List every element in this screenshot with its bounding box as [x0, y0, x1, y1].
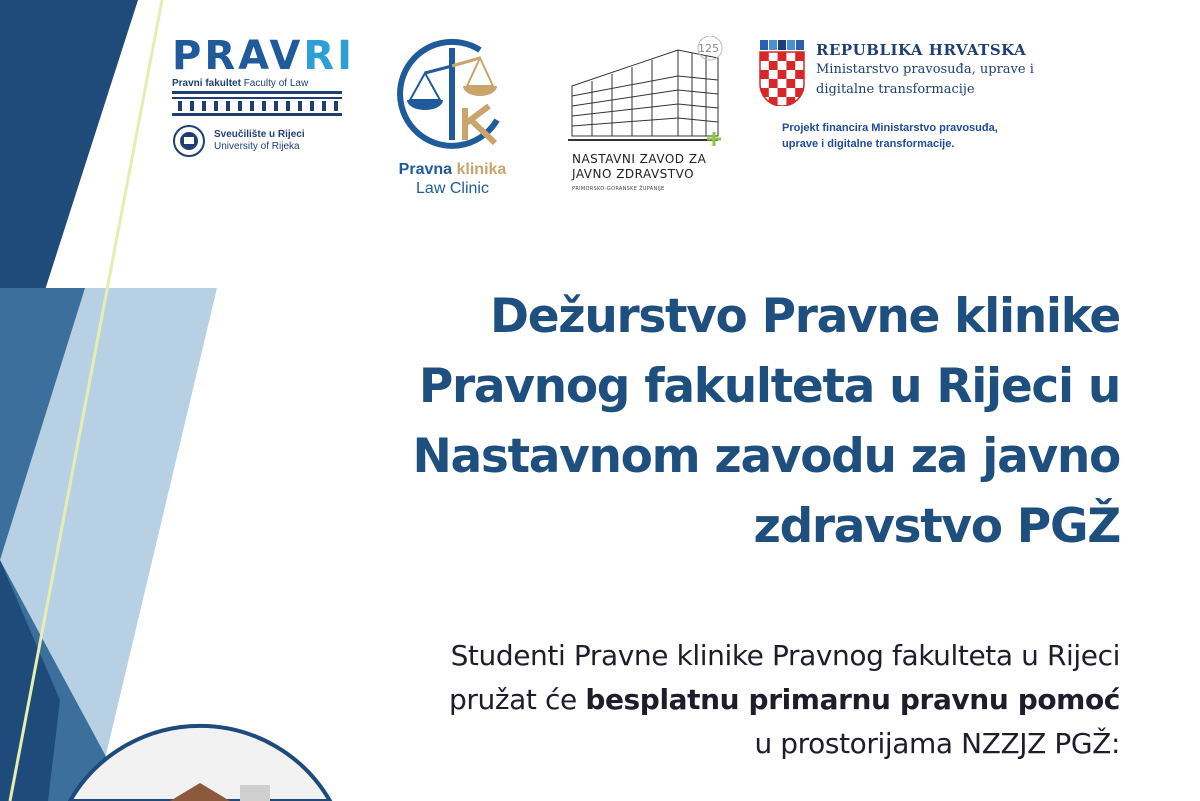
announcement-line2 — [300, 678, 1120, 722]
nzzjz-line2: JAVNO ZDRAVSTVO — [572, 167, 695, 181]
nzzjz-line1: NASTAVNI ZAVOD ZA — [572, 152, 707, 166]
pravri-subtitle — [172, 78, 347, 89]
scales-of-justice-icon — [385, 28, 520, 158]
law-clinic-text — [385, 160, 520, 198]
law-clinic-line1 — [385, 160, 520, 179]
university-text — [214, 129, 305, 153]
ministry-line1: Ministarstvo pravosuđa, uprave i — [816, 62, 1034, 77]
croatian-coat-of-arms-icon — [758, 40, 806, 106]
pravri-word-main: PRAV — [172, 33, 304, 79]
announcement-text — [300, 634, 1120, 766]
university-row — [172, 124, 347, 158]
law-clinic-word-klinika: klinika — [456, 161, 507, 178]
faculty-building-icon — [172, 89, 342, 117]
nzzjz-logo — [568, 36, 733, 196]
title-line2: Pravnog fakulteta u Rijeci u — [418, 359, 1120, 414]
nzzjz-line3: PRIMORSKO-GORANSKE ŽUPANIJE — [572, 186, 665, 192]
republika-text — [816, 40, 1034, 106]
law-clinic-word-pravna: Pravna — [398, 161, 453, 178]
law-clinic-line2: Law Clinic — [416, 180, 489, 197]
university-seal-icon — [172, 124, 206, 158]
ministry-line2: digitalne transformacije — [816, 82, 975, 97]
page-title — [300, 282, 1120, 562]
pravri-word-accent: RI — [303, 33, 356, 79]
building-wall — [240, 785, 270, 801]
title-line1: Dežurstvo Pravne klinike — [489, 289, 1120, 344]
funding-note — [782, 120, 1048, 152]
republika-hrvatska-logo — [758, 40, 1048, 165]
pravri-subtitle-bold: Pravni fakultet — [172, 78, 241, 89]
title-line3: Nastavnom zavodu za javno — [412, 429, 1120, 484]
pravri-wordmark — [172, 33, 356, 79]
funding-note-line2: uprave i digitalne transformacije. — [782, 138, 955, 150]
republika-row — [758, 40, 1048, 106]
free-legal-aid-text: besplatnu primarnu pravnu pomoć — [585, 683, 1120, 716]
navy-band-top — [0, 0, 138, 290]
announcement-line3: u prostorijama NZZJZ PGŽ: — [754, 727, 1120, 760]
republika-title: REPUBLIKA HRVATSKA — [816, 41, 1027, 59]
anniversary-number: 125 — [698, 42, 719, 55]
title-line4: zdravstvo PGŽ — [753, 499, 1120, 554]
nzzjz-text — [572, 152, 706, 197]
pravni-fakultet-logo — [172, 33, 356, 176]
nzzjz-building-icon — [568, 36, 733, 148]
announcement-line1: Studenti Pravne klinike Pravnog fakulteta u Rijeci — [450, 639, 1120, 672]
pravri-subtitle-rest: Faculty of Law — [243, 78, 309, 89]
university-name-hr: Sveučilište u Rijeci — [214, 129, 305, 140]
announcement-line2-prefix: pružat će — [449, 683, 586, 716]
funding-note-line1: Projekt financira Ministarstvo pravosuđa, — [782, 122, 998, 134]
law-clinic-logo — [385, 28, 525, 203]
university-name-en: University of Rijeka — [214, 141, 300, 152]
